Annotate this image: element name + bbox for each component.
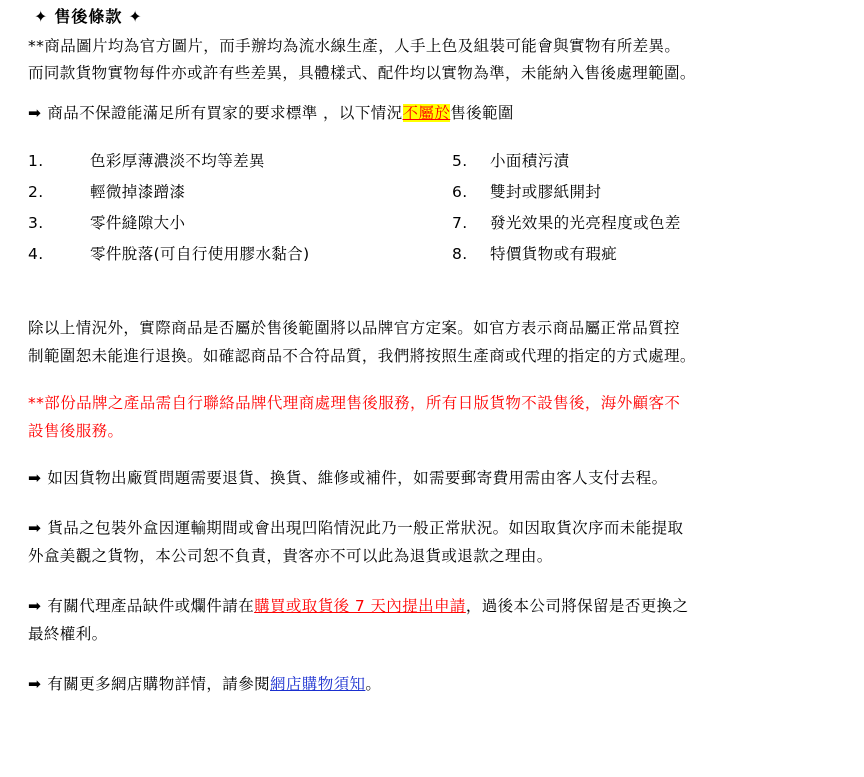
list-item (452, 242, 681, 264)
policy-body-line-1: 除以上情況外，實際商品是否屬於售後範圍將以品牌官方定案。如官方表示商品屬正常品質控 (28, 318, 680, 337)
intro-paragraph (28, 33, 864, 86)
arrow-icon: ➡ (28, 104, 42, 123)
intro-line-2: 而同款貨物實物每件亦或許有些差異，具體樣式、配件均以實物為準，未能納入售後處理範圍。 (28, 63, 696, 82)
list-item-number: 3. (28, 213, 44, 232)
note-missing-parts-line-2: 最終權利。 (28, 624, 108, 643)
note-packaging (28, 515, 864, 571)
diamond-ornament-right: ✦ (128, 7, 143, 26)
warning-line-1: **部份品牌之產品需自行聯絡品牌代理商處理售後服務，所有日版貨物不設售後，海外顧客不 (28, 394, 681, 413)
diamond-ornament-left: ✦ (34, 7, 49, 26)
list-item-label: 零件脫落(可自行使用膠水黏合) (90, 244, 310, 263)
list-item (28, 242, 310, 264)
list-item-label: 色彩厚薄濃淡不均等差異 (90, 151, 265, 170)
list-item-number: 6. (452, 182, 468, 201)
note-packaging-line-2: 外盒美觀之貨物，本公司恕不負責，貴客亦不可以此為退貨或退款之理由。 (28, 547, 553, 566)
document-page (0, 4, 864, 777)
scope-notice-after: 售後範圍 (450, 104, 514, 123)
list-item-number: 5. (452, 151, 468, 170)
list-item (28, 149, 310, 171)
list-item-number: 1. (28, 151, 44, 170)
policy-body-line-2: 制範圍恕未能進行退換。如確認商品不合符品質，我們將按照生產商或代理的指定的方式處理。 (28, 346, 696, 365)
note-shipping-text: 如因貨物出廠質問題需要退貨、換貨、維修或補件，如需要郵寄費用需由客人支付去程。 (47, 469, 668, 488)
note-missing-parts-before: 有關代理產品缺件或爛件請在 (47, 596, 255, 615)
list-item-label: 輕微掉漆蹭漆 (90, 182, 186, 201)
list-item-label: 零件縫隙大小 (90, 213, 186, 232)
list-item (452, 211, 681, 233)
document-title (28, 4, 864, 27)
exclusion-column-right (452, 149, 681, 273)
page-title: 售後條款 (54, 7, 123, 26)
exclusion-list (0, 149, 864, 269)
warning-block (28, 390, 864, 445)
list-item-label: 發光效果的光亮程度或色差 (490, 213, 681, 232)
scope-notice (28, 100, 864, 127)
arrow-icon: ➡ (28, 674, 42, 693)
list-item-number: 2. (28, 182, 44, 201)
note-more-info-before: 有關更多網店購物詳情，請參閱 (47, 674, 270, 693)
exclusion-column-left (28, 149, 310, 273)
note-more-info-after: 。 (365, 674, 382, 693)
arrow-icon: ➡ (28, 596, 42, 615)
list-item-number: 7. (452, 213, 468, 232)
note-missing-parts (28, 593, 864, 649)
list-item (28, 211, 310, 233)
policy-body (28, 315, 864, 370)
scope-notice-highlight: 不屬於 (402, 104, 451, 123)
arrow-icon: ➡ (28, 519, 42, 538)
note-missing-parts-after: ，過後本公司將保留是否更換之 (465, 596, 689, 615)
note-missing-parts-emphasis: 購買或取貨後 7 天內提出申請 (254, 596, 466, 615)
warning-line-2: 設售後服務。 (28, 421, 124, 440)
list-item-label: 雙封或膠紙開封 (490, 182, 602, 201)
section-spacer (0, 269, 864, 307)
scope-notice-before: 商品不保證能滿足所有買家的要求標準 ，以下情況 (47, 104, 403, 123)
list-item-label: 小面積污漬 (490, 151, 570, 170)
list-item-number: 8. (452, 244, 468, 263)
note-more-info (28, 671, 864, 699)
note-packaging-line-1: 貨品之包裝外盒因運輸期間或會出現凹陷情況此乃一般正常狀況。如因取貨次序而未能提取 (47, 519, 684, 538)
list-item (452, 180, 681, 202)
list-item-number: 4. (28, 244, 44, 263)
arrow-icon: ➡ (28, 469, 42, 488)
intro-line-1: **商品圖片均為官方圖片，而手辦均為流水線生產，人手上色及組裝可能會與實物有所差異。 (28, 37, 681, 55)
list-item-label: 特價貨物或有瑕疵 (490, 244, 618, 263)
shopping-guide-link[interactable]: 網店購物須知 (270, 674, 366, 693)
note-shipping (28, 465, 864, 493)
list-item (28, 180, 310, 202)
list-item (452, 149, 681, 171)
